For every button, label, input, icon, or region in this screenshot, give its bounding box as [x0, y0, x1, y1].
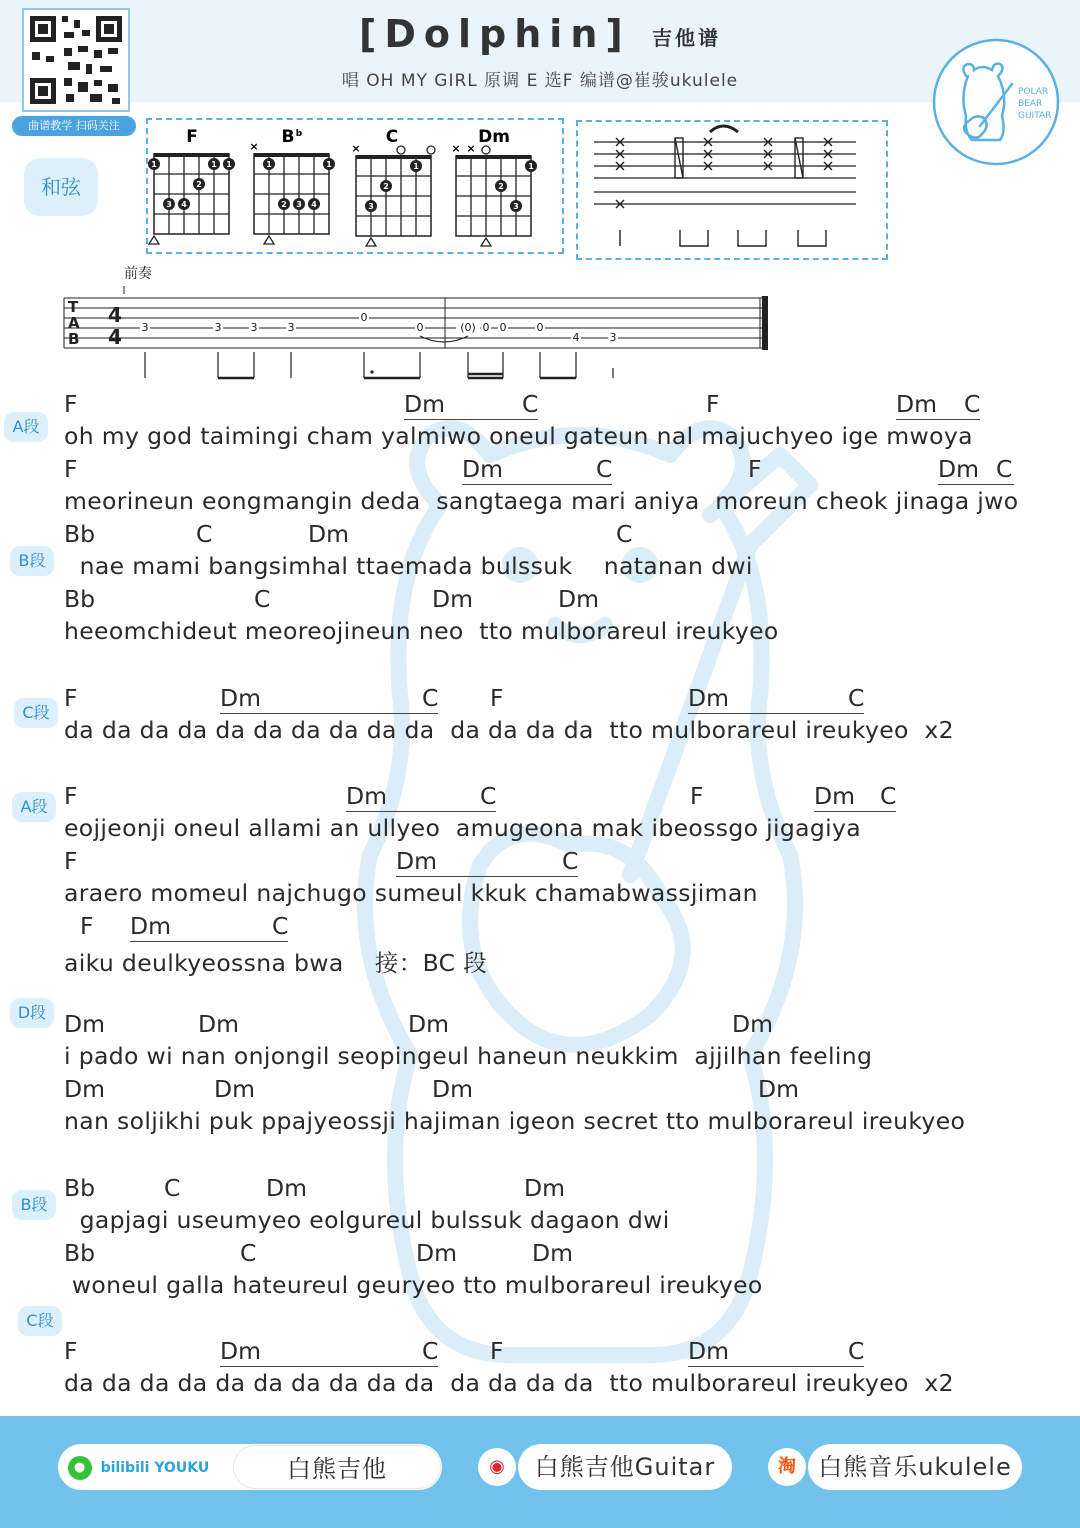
qr-caption: 曲谱教学 扫码关注	[12, 116, 136, 136]
chord-name: C	[522, 390, 539, 418]
svg-text:3: 3	[513, 202, 519, 211]
svg-text:1: 1	[211, 160, 217, 169]
svg-text:1: 1	[266, 160, 272, 169]
svg-text:4: 4	[181, 200, 187, 209]
svg-text:1: 1	[326, 160, 332, 169]
chord-name: Dm	[532, 1239, 573, 1267]
chord-name: C	[196, 520, 213, 548]
chord-name: Dm	[732, 1010, 773, 1038]
chord-name: C	[272, 912, 289, 940]
chord-name: C	[996, 455, 1013, 483]
svg-text:2: 2	[196, 180, 202, 189]
svg-text:3: 3	[296, 200, 302, 209]
lyric-line: heeomchideut meoreojineun neo tto mulborareul ireukyeo	[64, 617, 779, 645]
chord-name: Dm	[432, 1075, 473, 1103]
chord-name: F	[80, 912, 94, 940]
chord-name: C	[480, 782, 497, 810]
chord-name: Dm	[814, 782, 855, 810]
chord-name: C	[254, 585, 271, 613]
chord-name: C	[616, 520, 633, 548]
lyrics-sheet	[64, 0, 1080, 1410]
chord-name: Dm	[214, 1075, 255, 1103]
chord-name: Dm	[416, 1239, 457, 1267]
chord-name: F	[490, 684, 504, 712]
svg-text:1: 1	[413, 162, 419, 171]
hold-line	[462, 484, 612, 485]
hold-line	[938, 484, 1014, 485]
hold-line	[404, 419, 538, 420]
svg-text:3: 3	[141, 321, 149, 334]
platform-logos: bilibili YOUKU	[100, 1460, 210, 1476]
lyric-line: nae mami bangsimhal ttaemada bulssuk natanan dwi	[64, 552, 753, 580]
chord-name: Dm	[220, 684, 261, 712]
section-tag-a: A段	[4, 412, 48, 442]
lyric-line: da da da da da da da da da da da da da da tto mulborareul ireukyeo x2	[64, 716, 954, 744]
weibo-icon[interactable]: ◉	[478, 1448, 516, 1486]
svg-text:C: C	[385, 127, 399, 147]
svg-text:2: 2	[383, 182, 389, 191]
chord-name: C	[848, 1337, 865, 1365]
chord-name: Bb	[64, 1174, 96, 1202]
chord-name: Bb	[64, 585, 96, 613]
hold-line	[688, 1366, 864, 1367]
chord-name: Dm	[408, 1010, 449, 1038]
svg-text:1: 1	[151, 160, 157, 169]
chord-name: Dm	[266, 1174, 307, 1202]
lyric-line: eojjeonji oneul allami an ullyeo amugeona mak ibeossgo jigagiya	[64, 814, 862, 842]
platforms-pill[interactable]	[58, 1444, 442, 1490]
chord-name: C	[964, 390, 981, 418]
svg-text:×: ×	[451, 142, 461, 155]
chord-name: C	[880, 782, 897, 810]
svg-text:4: 4	[572, 331, 580, 344]
hold-line	[346, 811, 496, 812]
chord-name: Dm	[308, 520, 349, 548]
chord-name: F	[748, 455, 762, 483]
svg-text:B: B	[68, 330, 80, 348]
taobao-icon[interactable]: 淘	[768, 1448, 806, 1486]
chord-name: Bb	[64, 1239, 96, 1267]
svg-text:2: 2	[281, 200, 287, 209]
svg-text:GUITAR: GUITAR	[1018, 111, 1052, 121]
taobao-account[interactable]: 白熊音乐ukulele	[808, 1444, 1022, 1490]
svg-text:3: 3	[166, 200, 172, 209]
wechat-icon: ●	[68, 1456, 92, 1480]
chord-name: Dm	[896, 390, 937, 418]
account-name: 白熊吉他	[234, 1446, 440, 1488]
chord-name: Dm	[130, 912, 171, 940]
lyric-line: meorineun eongmangin deda sangtaega mari aniya moreun cheok jinaga jwo	[64, 487, 1019, 515]
svg-text:(0): (0)	[460, 321, 476, 334]
chord-name: Bb	[64, 520, 96, 548]
svg-text:1: 1	[226, 160, 232, 169]
svg-text:3: 3	[250, 321, 258, 334]
section-tag-d: D段	[10, 998, 54, 1028]
chord-name: C	[848, 684, 865, 712]
chord-name: F	[64, 684, 78, 712]
lyric-line: aiku deulkyeossna bwa 接：BC 段	[64, 949, 488, 977]
lyric-line: oh my god taimingi cham yalmiwo oneul gateun nal majuchyeo ige mwoya	[64, 422, 973, 450]
svg-text:×: ×	[249, 140, 259, 153]
chord-name: C	[422, 684, 439, 712]
hold-line	[814, 811, 896, 812]
svg-text:B: B	[281, 127, 295, 147]
chord-name: C	[562, 847, 579, 875]
chord-name: C	[596, 455, 613, 483]
chord-name: Dm	[688, 1337, 729, 1365]
chord-name: Dm	[524, 1174, 565, 1202]
hold-line	[688, 713, 864, 714]
chord-name: Dm	[396, 847, 437, 875]
section-tag-c2: C段	[18, 1306, 62, 1336]
svg-text:4: 4	[108, 325, 122, 349]
chord-name: F	[490, 1337, 504, 1365]
section-tag-b: B段	[10, 546, 54, 576]
svg-text:0: 0	[536, 321, 544, 334]
svg-text:4: 4	[311, 200, 317, 209]
chord-name: Dm	[938, 455, 979, 483]
svg-text:3: 3	[287, 321, 295, 334]
svg-text:3: 3	[214, 321, 222, 334]
lyric-line: nan soljikhi puk ppajyeossji hajiman igeon secret tto mulborareul ireukyeo	[64, 1107, 966, 1135]
svg-text:POLAR: POLAR	[1018, 87, 1049, 97]
chord-name: C	[422, 1337, 439, 1365]
lyric-line: i pado wi nan onjongil seopingeul haneun neukkim ajjilhan feeling	[64, 1042, 873, 1070]
title-text: [Dolphin]	[359, 12, 631, 56]
svg-text:2: 2	[498, 182, 504, 191]
chord-name: Dm	[198, 1010, 239, 1038]
title-suffix: 吉他谱	[651, 26, 721, 50]
lyric-line: gapjagi useumyeo eolgureul bulssuk dagaon dwi	[64, 1206, 670, 1234]
svg-text:0: 0	[482, 321, 490, 334]
section-tag-b2: B段	[12, 1190, 56, 1220]
hold-line	[130, 941, 288, 942]
chord-name: F	[64, 1337, 78, 1365]
chord-name: F	[690, 782, 704, 810]
svg-text:0: 0	[416, 321, 424, 334]
chord-name: Dm	[558, 585, 599, 613]
chord-name: Dm	[220, 1337, 261, 1365]
svg-text:F: F	[186, 127, 198, 147]
lyric-line: da da da da da da da da da da da da da da tto mulborareul ireukyeo x2	[64, 1369, 954, 1397]
svg-text:3: 3	[368, 202, 374, 211]
chord-name: Dm	[432, 585, 473, 613]
lyric-line: araero momeul najchugo sumeul kkuk chamabwassjiman	[64, 879, 758, 907]
svg-text:3: 3	[609, 331, 617, 344]
intro-label: 前奏	[124, 266, 152, 282]
svg-text:0: 0	[499, 321, 507, 334]
section-tag-a2: A段	[12, 792, 56, 822]
svg-text:Dm: Dm	[478, 127, 510, 147]
chord-name: Dm	[688, 684, 729, 712]
svg-text:b: b	[295, 129, 303, 139]
chord-name: C	[164, 1174, 181, 1202]
svg-text:4: 4	[108, 303, 122, 327]
hold-line	[396, 876, 578, 877]
svg-text:×: ×	[466, 142, 476, 155]
svg-text:1: 1	[528, 162, 534, 171]
hold-line	[220, 1366, 438, 1367]
hold-line	[896, 419, 980, 420]
hold-line	[220, 713, 438, 714]
chord-name: F	[706, 390, 720, 418]
svg-text:T: T	[68, 298, 79, 316]
svg-text:BEAR: BEAR	[1018, 99, 1043, 109]
weibo-account[interactable]: 白熊吉他Guitar	[518, 1444, 732, 1490]
chord-name: F	[64, 847, 78, 875]
chord-section-label: 和弦	[24, 158, 98, 216]
chord-name: F	[64, 455, 78, 483]
chord-name: Dm	[64, 1010, 105, 1038]
song-credits: 唱 OH MY GIRL 原调 E 选F 编谱@崔骏ukulele	[341, 71, 739, 91]
chord-name: F	[64, 782, 78, 810]
chord-name: Dm	[346, 782, 387, 810]
svg-text:A: A	[68, 314, 80, 332]
lyric-line: woneul galla hateureul geuryeo tto mulborareul ireukyeo	[64, 1271, 763, 1299]
chord-name: F	[64, 390, 78, 418]
chord-name: Dm	[758, 1075, 799, 1103]
svg-text:0: 0	[360, 311, 368, 324]
chord-name: Dm	[64, 1075, 105, 1103]
section-tag-c: C段	[14, 698, 58, 728]
chord-name: Dm	[462, 455, 503, 483]
chord-name: Dm	[404, 390, 445, 418]
svg-text:×: ×	[351, 142, 361, 155]
chord-name: C	[240, 1239, 257, 1267]
